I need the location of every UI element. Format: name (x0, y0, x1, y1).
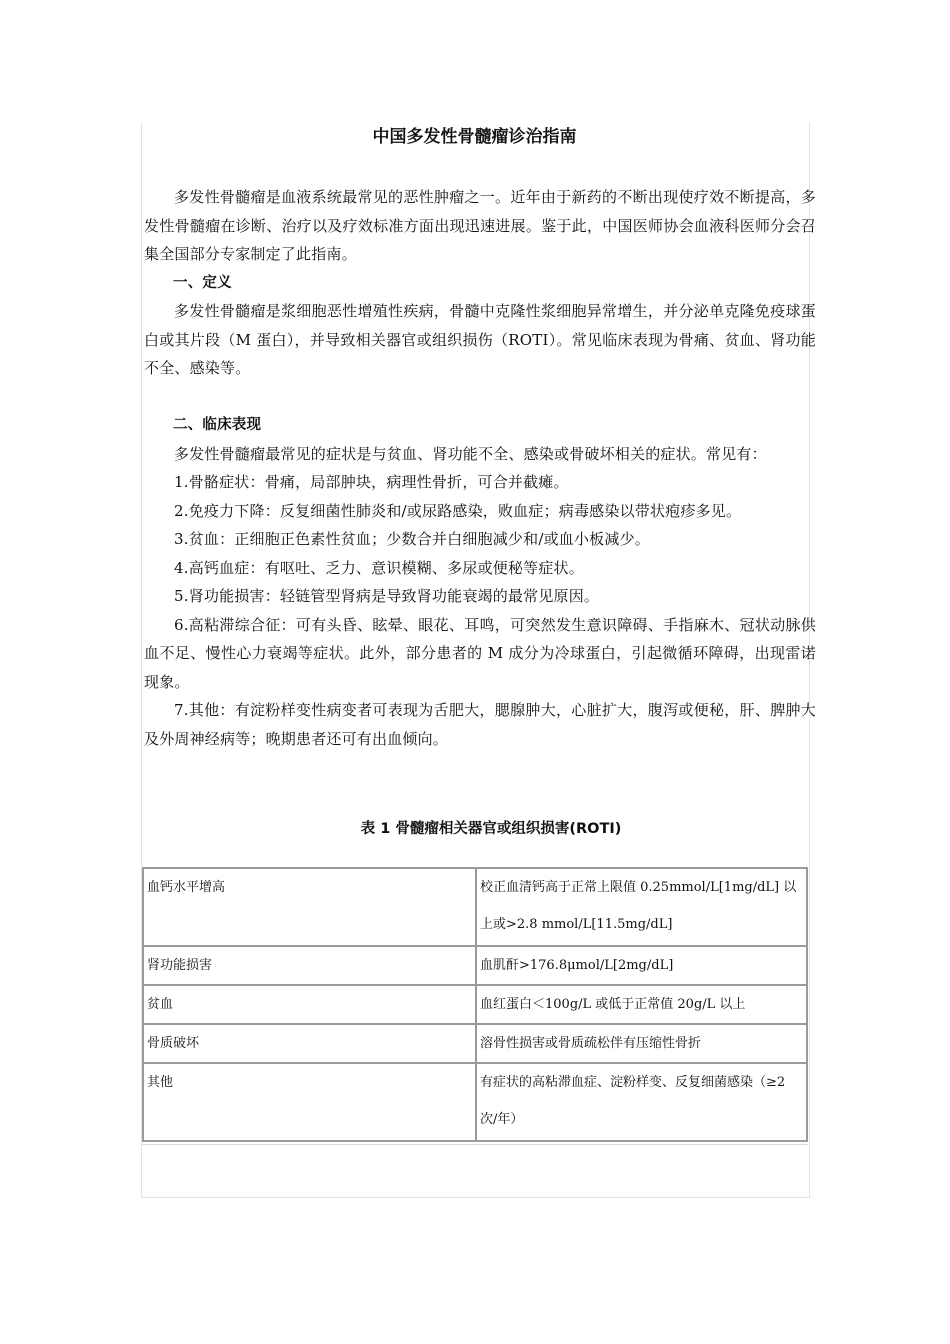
table-cell-label: 血钙水平增高 (143, 868, 476, 946)
section-heading-clinical: 二、临床表现 (173, 417, 262, 433)
table-row (143, 1024, 807, 1063)
spacer (144, 383, 816, 412)
clinical-item: 6.高粘滞综合征：可有头昏、眩晕、眼花、耳鸣，可突然发生意识障碍、手指麻木、冠状动脉供血不足、慢性心力衰竭等症状。此外，部分患者的 M 成分为冷球蛋白，引起微循环障碍，出现雷诺现象。 (144, 615, 816, 691)
empty-table-area (142, 1144, 808, 1197)
clinical-item: 5.肾功能损害：轻链管型肾病是导致肾功能衰竭的最常见原因。 (174, 587, 600, 605)
table-row (143, 946, 807, 985)
clinical-item: 7.其他：有淀粉样变性病变者可表现为舌肥大，腮腺肿大，心脏扩大，腹泻或便秘，肝、脾肿大及外周神经病等；晚期患者还可有出血倾向。 (144, 701, 816, 748)
table-row (143, 1063, 807, 1141)
document-title: 中国多发性骨髓瘤诊治指南 (372, 127, 577, 147)
clinical-item: 3.贫血：正细胞正色素性贫血；少数合并白细胞减少和/或血小板减少。 (174, 530, 650, 548)
clinical-item: 4.高钙血症：有呕吐、乏力、意识模糊、多尿或便秘等症状。 (174, 558, 584, 577)
clinical-intro-paragraph: 多发性骨髓瘤最常见的症状是与贫血、肾功能不全、感染或骨破坏相关的症状。常见有： (174, 444, 767, 463)
definition-paragraph: 多发性骨髓瘤是浆细胞恶性增殖性疾病，骨髓中克隆性浆细胞异常增生，并分泌单克隆免疫球蛋白或其片段（M 蛋白），并导致相关器官或组织损伤（ROTI）。常见临床表现为骨痛、贫血、肾功能不全、感染等。 (144, 302, 816, 377)
table-cell-label: 其他 (143, 1063, 476, 1141)
table-cell-value: 校正血清钙高于正常上限值 0.25mmol/L[1mg/dL] 以上或>2.8 mmol/L[11.5mg/dL] (476, 868, 807, 946)
table-row (143, 868, 807, 946)
table-cell-label: 贫血 (143, 985, 476, 1024)
table-cell-value: 有症状的高粘滞血症、淀粉样变、反复细菌感染（≥2 次/年） (476, 1063, 807, 1141)
table-cell-label: 骨质破坏 (143, 1024, 476, 1063)
clinical-item: 2.免疫力下降：反复细菌性肺炎和/或尿路感染，败血症；病毒感染以带状疱疹多见。 (174, 501, 742, 520)
intro-paragraph: 多发性骨髓瘤是血液系统最常见的恶性肿瘤之一。近年由于新药的不断出现使疗效不断提高，多发性骨髓瘤在诊断、治疗以及疗效标准方面出现迅速进展。鉴于此，中国医师协会血液科医师分会召集全国部分专家制定了此指南。 (144, 188, 816, 263)
table-cell-label: 肾功能损害 (143, 946, 476, 985)
section-heading-definition: 一、定义 (173, 274, 232, 291)
table-cell-value: 溶骨性损害或骨质疏松伴有压缩性骨折 (476, 1024, 807, 1063)
table-cell-value: 血肌酐>176.8μmol/L[2mg/dL] (476, 946, 807, 985)
document-body (144, 183, 816, 753)
table-cell-value: 血红蛋白＜100g/L 或低于正常值 20g/L 以上 (476, 985, 807, 1024)
table-row (143, 985, 807, 1024)
clinical-item: 1.骨骼症状：骨痛，局部肿块，病理性骨折，可合并截瘫。 (174, 473, 569, 491)
roti-table (142, 867, 808, 1142)
table-caption: 表 1 骨髓瘤相关器官或组织损害(ROTI) (360, 821, 622, 837)
